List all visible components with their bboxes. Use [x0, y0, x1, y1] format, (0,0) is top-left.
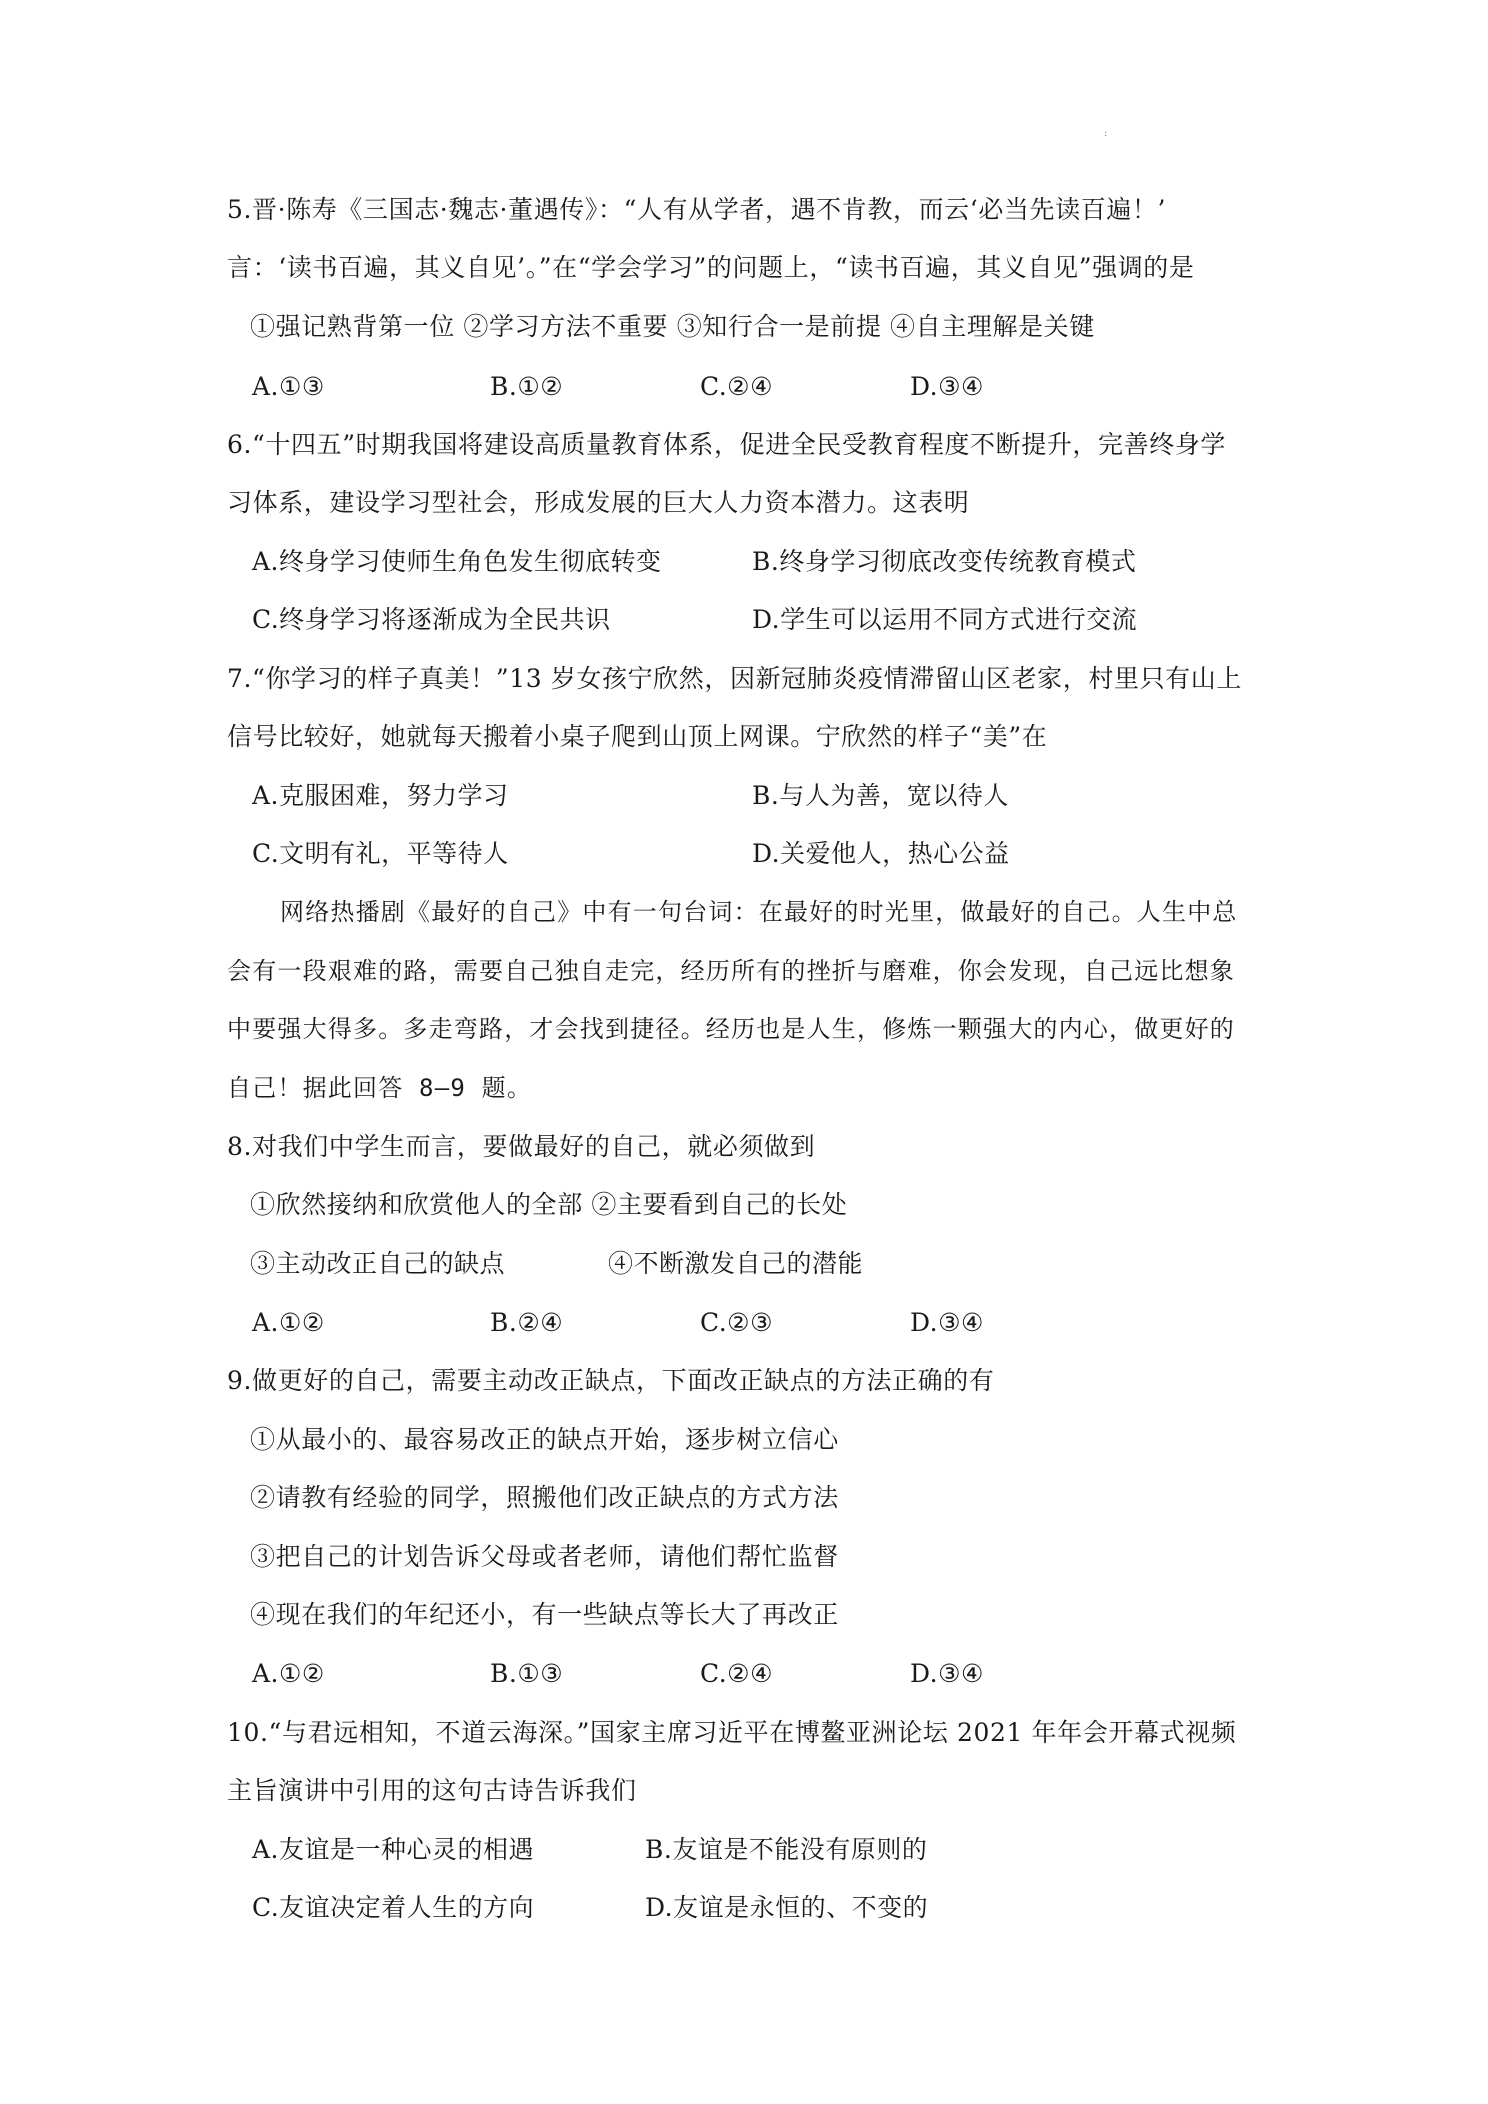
q5-option-d: D.③④ [910, 372, 984, 401]
q9-statement-3: ③把自己的计划告诉父母或者老师，请他们帮忙监督 [250, 1542, 839, 1571]
q10-stem-line2: 主旨演讲中引用的这句古诗告诉我们 [227, 1776, 637, 1805]
page-mark: : [1104, 128, 1108, 139]
q6-option-d: D.学生可以运用不同方式进行交流 [752, 605, 1138, 634]
q8-option-c: C.②③ [700, 1308, 774, 1337]
q10-option-a: A.友谊是一种心灵的相遇 [252, 1835, 535, 1864]
q6-option-a: A.终身学习使师生角色发生彻底转变 [252, 547, 662, 576]
q7-option-a: A.克服困难，努力学习 [252, 781, 509, 810]
passage-line1: 网络热播剧《最好的自己》中有一句台词：在最好的时光里，做最好的自己。人生中总 [280, 898, 1238, 926]
passage-line4: 自己！据此回答 8–9 题。 [227, 1074, 533, 1102]
q10-stem-line1: 10.“与君远相知，不道云海深。”国家主席习近平在博鳌亚洲论坛 2021 年年会开幕式视频 [227, 1718, 1237, 1747]
q8-statements-1-2: ①欣然接纳和欣赏他人的全部 ②主要看到自己的长处 [250, 1190, 848, 1219]
q9-statement-1: ①从最小的、最容易改正的缺点开始，逐步树立信心 [250, 1425, 839, 1454]
q7-stem-line2: 信号比较好，她就每天搬着小桌子爬到山顶上网课。宁欣然的样子“美”在 [227, 722, 1048, 751]
q8-statement-4: ④不断激发自己的潜能 [608, 1249, 864, 1278]
q9-option-c: C.②④ [700, 1659, 774, 1688]
q6-option-c: C.终身学习将逐渐成为全民共识 [252, 605, 611, 634]
q9-statement-4: ④现在我们的年纪还小，有一些缺点等长大了再改正 [250, 1600, 839, 1629]
q7-option-d: D.关爱他人，热心公益 [752, 839, 1010, 868]
q9-option-b: B.①③ [490, 1659, 564, 1688]
q7-option-c: C.文明有礼，平等待人 [252, 839, 509, 868]
q5-option-c: C.②④ [700, 372, 774, 401]
q10-option-d: D.友谊是永恒的、不变的 [645, 1893, 929, 1922]
q5-statements: ①强记熟背第一位 ②学习方法不重要 ③知行合一是前提 ④自主理解是关键 [250, 312, 1095, 341]
q5-option-a: A.①③ [252, 372, 325, 401]
q9-option-d: D.③④ [910, 1659, 984, 1688]
q5-stem-line2: 言：‘读书百遍，其义自见’。”在“学会学习”的问题上，“读书百遍，其义自见”强调的是 [227, 253, 1195, 282]
q8-option-d: D.③④ [910, 1308, 984, 1337]
passage-line2: 会有一段艰难的路，需要自己独自走完，经历所有的挫折与磨难，你会发现，自己远比想象 [227, 957, 1235, 985]
q8-statement-3: ③主动改正自己的缺点 [250, 1249, 506, 1278]
q10-option-c: C.友谊决定着人生的方向 [252, 1893, 535, 1922]
q5-stem-line1: 5.晋·陈寿《三国志·魏志·董遇传》：“人有从学者，遇不肯教，而云‘必当先读百遍！’ [227, 195, 1167, 224]
q6-stem-line2: 习体系，建设学习型社会，形成发展的巨大人力资本潜力。这表明 [227, 488, 970, 517]
q9-option-a: A.①② [252, 1659, 325, 1688]
q9-statement-2: ②请教有经验的同学，照搬他们改正缺点的方式方法 [250, 1483, 839, 1512]
q8-option-b: B.②④ [490, 1308, 564, 1337]
q6-option-b: B.终身学习彻底改变传统教育模式 [752, 547, 1137, 576]
q8-stem: 8.对我们中学生而言，要做最好的自己，就必须做到 [227, 1132, 816, 1161]
q7-stem-line1: 7.“你学习的样子真美！”13 岁女孩宁欣然，因新冠肺炎疫情滞留山区老家，村里只有山上 [227, 664, 1242, 693]
q8-option-a: A.①② [252, 1308, 325, 1337]
passage-line3: 中要强大得多。多走弯路，才会找到捷径。经历也是人生，修炼一颗强大的内心，做更好的 [227, 1015, 1235, 1043]
q7-option-b: B.与人为善，宽以待人 [752, 781, 1009, 810]
q10-option-b: B.友谊是不能没有原则的 [645, 1835, 928, 1864]
q6-stem-line1: 6.“十四五”时期我国将建设高质量教育体系，促进全民受教育程度不断提升，完善终身学 [227, 430, 1227, 459]
q5-option-b: B.①② [490, 372, 564, 401]
q9-stem: 9.做更好的自己，需要主动改正缺点，下面改正缺点的方法正确的有 [227, 1366, 995, 1395]
